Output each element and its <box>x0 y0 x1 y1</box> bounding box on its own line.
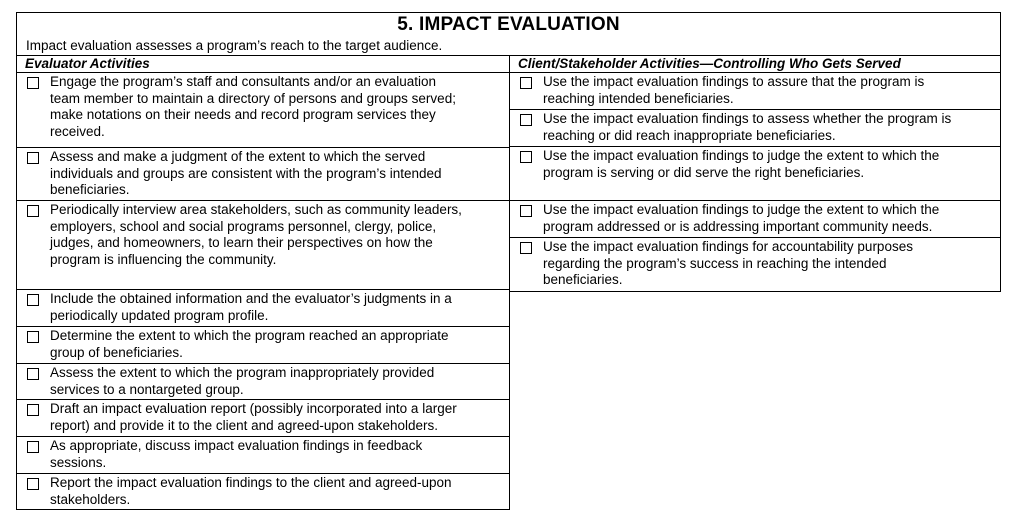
client-activity-item <box>509 147 1001 201</box>
checkbox[interactable] <box>27 368 39 380</box>
checkbox[interactable] <box>520 205 532 217</box>
evaluator-activity-item-text: Include the obtained information and the evaluator’s judgments in a periodically updated program profile. <box>50 291 452 323</box>
evaluator-activities-header: Evaluator Activities <box>16 56 510 73</box>
client-activity-item <box>509 110 1001 147</box>
checkbox[interactable] <box>520 77 532 89</box>
checkbox[interactable] <box>27 441 39 453</box>
checklist-form <box>16 12 1001 510</box>
page-title: 5. IMPACT EVALUATION <box>397 14 620 35</box>
client-activity-item-text: Use the impact evaluation findings to judge the extent to which the program is serving or did serve the right beneficiaries. <box>543 148 940 180</box>
evaluator-activity-item-text: Assess the extent to which the program inappropriately provided services to a nontargeted group. <box>50 365 435 397</box>
checkbox[interactable] <box>520 242 532 254</box>
evaluator-activity-item-text: Draft an impact evaluation report (possibly incorporated into a larger report) and provide it to the client and agreed-upon stakeholders. <box>50 401 457 433</box>
client-activity-item <box>509 73 1001 110</box>
checkbox[interactable] <box>27 478 39 490</box>
evaluator-activity-item <box>16 474 510 510</box>
client-activities-header: Client/Stakeholder Activities—Controlling Who Gets Served <box>509 56 1001 73</box>
evaluator-activity-item <box>16 400 510 437</box>
client-activity-item-text: Use the impact evaluation findings to assure that the program is reaching intended beneficiaries. <box>543 74 925 106</box>
checkbox[interactable] <box>520 151 532 163</box>
client-activity-item-text: Use the impact evaluation findings for accountability purposes regarding the program’s success in reaching the intended beneficiaries. <box>543 239 913 287</box>
evaluator-activity-item <box>16 148 510 201</box>
checkbox[interactable] <box>27 205 39 217</box>
evaluator-activity-item-text: Determine the extent to which the program reached an appropriate group of beneficiaries. <box>50 328 449 360</box>
client-activity-item-text: Use the impact evaluation findings to assess whether the program is reaching or did reach inappropriate beneficiaries. <box>543 111 952 143</box>
evaluator-activity-item <box>16 201 510 290</box>
evaluator-activity-item-text: Periodically interview area stakeholders, such as community leaders, employers, school and social programs personnel, clergy, police, judges, and homeowners, to learn their perspectives on how the program is influencing the community. <box>50 202 462 267</box>
evaluator-activity-item-text: Report the impact evaluation findings to the client and agreed-upon stakeholders. <box>50 475 452 507</box>
checkbox[interactable] <box>27 294 39 306</box>
client-activity-item-text: Use the impact evaluation findings to judge the extent to which the program addressed or is addressing important community needs. <box>543 202 940 234</box>
evaluator-activity-item-text: Assess and make a judgment of the extent to which the served individuals and groups are consistent with the program’s intended beneficiaries. <box>50 149 442 197</box>
client-activity-item <box>509 201 1001 238</box>
checkbox[interactable] <box>27 331 39 343</box>
checkbox[interactable] <box>27 77 39 89</box>
checkbox[interactable] <box>27 404 39 416</box>
client-activity-item <box>509 238 1001 292</box>
evaluator-activity-item <box>16 437 510 474</box>
evaluator-activity-item <box>16 327 510 364</box>
checkbox[interactable] <box>27 152 39 164</box>
evaluator-activity-item-text: Engage the program’s staff and consultants and/or an evaluation team member to maintain a directory of persons and groups served; make notations on their needs and record program services they received. <box>50 74 456 139</box>
checkbox[interactable] <box>520 114 532 126</box>
header-box <box>16 12 1001 56</box>
evaluator-activity-item <box>16 290 510 327</box>
evaluator-activity-item <box>16 73 510 148</box>
intro-text: Impact evaluation assesses a program’s reach to the target audience. <box>26 38 443 53</box>
evaluator-activity-item <box>16 364 510 400</box>
evaluator-activity-item-text: As appropriate, discuss impact evaluation findings in feedback sessions. <box>50 438 423 470</box>
